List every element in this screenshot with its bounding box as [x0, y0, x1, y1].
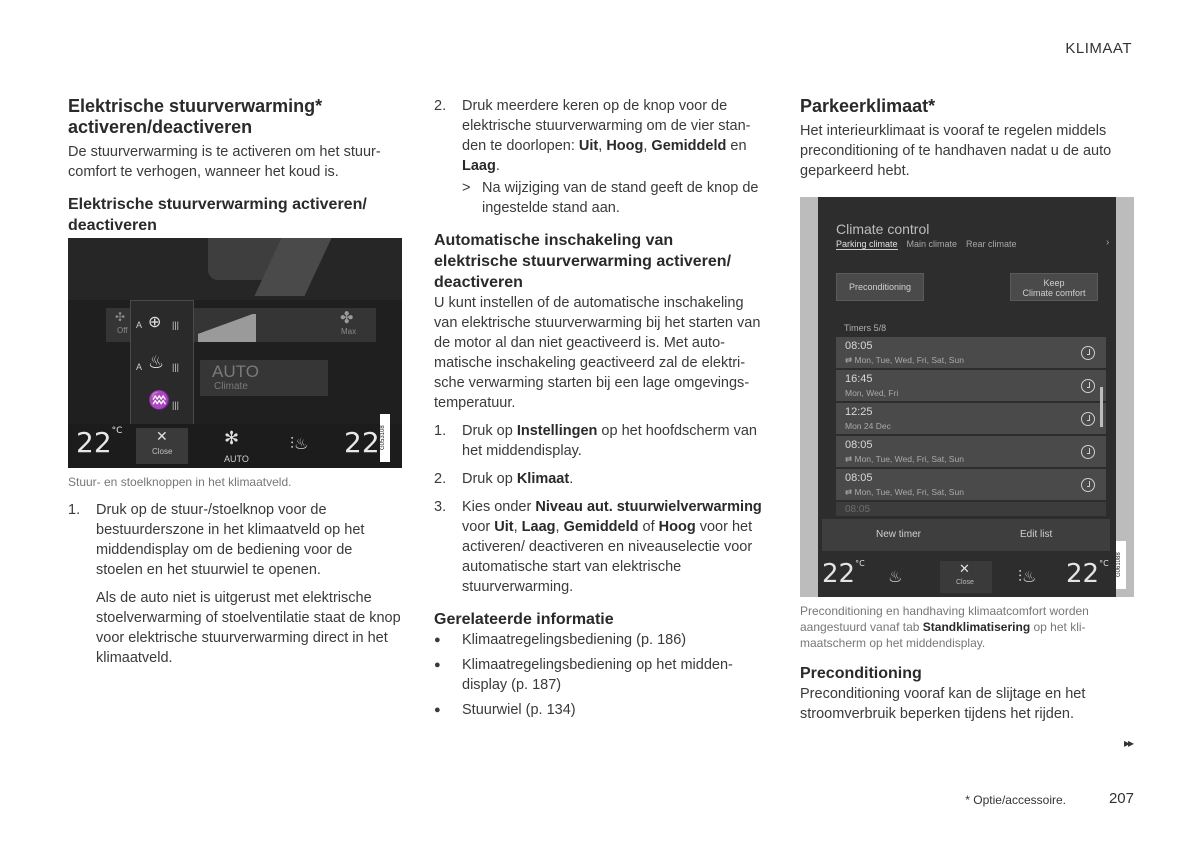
steering-heat-level-icon: ||| [172, 320, 180, 330]
related-link[interactable]: ● Klimaatregelingsbediening (p. 186) [434, 632, 687, 648]
figure-caption: Preconditioning en handhaving klimaatcomfort worden aangestuurd vanaf tab Standklimatisering op het klimaatscherm op het middendisplay. [800, 604, 1089, 650]
timer-row[interactable]: 08:05 ⇄ Mon, Tue, Wed, Fri, Sat, Sun [836, 469, 1106, 500]
tab-parking-climate[interactable]: Parking climate [836, 239, 898, 249]
step-1-note: Als de auto niet is uitgerust met elektrische stoelverwarming of stoelventilatie staat de knop voor elektrische stuurverwarming direct in het klimaatveld. [96, 590, 401, 666]
timer-toggle-button[interactable] [1073, 469, 1103, 500]
timer-clock-icon [1081, 379, 1095, 393]
repeat-icon: ⇄ [845, 487, 855, 497]
timer-row[interactable]: 08:05 ⇄ Mon, Tue, Wed, Fri, Sat, Sun [836, 436, 1106, 467]
timer-clock-icon [1081, 478, 1095, 492]
preconditioning-text: Preconditioning vooraf kan de slijtage en het stroomverbruik beperken tijdens het rijden. [800, 686, 1086, 722]
passenger-temp[interactable]: $22^{^\circ C}$ [1066, 559, 1109, 589]
close-icon: ✕ [156, 428, 168, 444]
fan-off-icon[interactable]: ✣ [115, 310, 126, 324]
scrollbar[interactable] [1100, 387, 1103, 427]
seat-heat-bottom-icon[interactable]: ⫶♨ [290, 436, 309, 453]
fan-max-icon[interactable]: ✤ [340, 310, 354, 327]
repeat-icon: ⇄ [845, 454, 855, 464]
auto-climate-label: AUTO [212, 362, 259, 381]
seat-auto-mode: A [136, 362, 143, 372]
fan-level-bar [198, 314, 256, 342]
passenger-seat-heat-icon[interactable]: ⫶♨ [1018, 569, 1037, 586]
close-label: Close [152, 447, 173, 456]
keep-climate-comfort-button[interactable]: Keep Climate comfort [1010, 273, 1098, 301]
section-intro: De stuurverwarming is te activeren om het stuurcomfort te verhogen, wanneer het koud is. [68, 144, 381, 180]
timer-row[interactable]: 12:25 Mon 24 Dec [836, 403, 1106, 434]
auto-step-1: 1. Druk op Instellingen op het hoofdscherm van het middendisplay. [434, 423, 757, 459]
climate-control-screenshot [800, 197, 1134, 597]
seat-vent-level-icon: ||| [172, 400, 180, 410]
timer-action-bar [822, 519, 1110, 551]
preconditioning-title: Preconditioning [800, 665, 922, 682]
step-1: 1. Druk op de stuur-/stoelknop voor de bestuurderszone in het klimaatveld op het middendisplay om de bediening voor de stoelen en het stuurwiel te openen. [68, 502, 365, 578]
parking-climate-intro: Het interieurklimaat is vooraf te regelen middels preconditioning of te handhaven nadat u de auto geparkeerd hebt. [800, 123, 1112, 179]
figure-caption: Stuur- en stoelknoppen in het klimaatveld. [68, 475, 292, 489]
column-middle [434, 96, 768, 720]
timer-row-partial: 08:05 [836, 502, 1106, 516]
fan-max-label: Max [341, 327, 357, 336]
timer-row[interactable]: 08:05 ⇄ Mon, Tue, Wed, Fri, Sat, Sun [836, 337, 1106, 368]
footnote: * Optie/accessoire. [965, 793, 1066, 807]
timer-toggle-button[interactable] [1073, 436, 1103, 467]
climate-control-title: Climate control [836, 221, 930, 237]
timer-toggle-button[interactable] [1073, 370, 1103, 401]
related-link[interactable]: ● Stuurwiel (p. 134) [434, 702, 576, 718]
auto-climate-sublabel: Climate [214, 381, 248, 392]
tab-main-climate[interactable]: Main climate [906, 239, 958, 249]
driver-temp[interactable]: $22^{^\circ C}$ [822, 559, 865, 589]
auto-intro: U kunt instellen of de automatische inschakeling van elektrische stuurverwarming bij het starten van de motor al dan niet geactiveerd is. Met automatische inschakeling geactiveerd zal de elektrische verwarming starten bij een lage omgevingstemperatuur. [434, 295, 761, 411]
screen-bezel-right [1116, 197, 1134, 597]
timer-clock-icon [1081, 412, 1095, 426]
passenger-temp[interactable]: 22 [344, 426, 380, 459]
seat-ventilation-icon[interactable]: ♒ [148, 390, 171, 410]
tab-rear-climate[interactable]: Rear climate [966, 239, 1017, 249]
close-icon: ✕ [959, 561, 970, 576]
auto-fan-icon[interactable]: ✻ [224, 428, 240, 448]
timer-toggle-button[interactable] [1073, 403, 1103, 434]
step-2: 2. Druk meerdere keren op de knop voor de elektrische stuurverwarming om de vier standen te doorlopen: Uit, Hoog, Gemiddeld en Laag. [434, 98, 751, 174]
page-number: 207 [1108, 790, 1134, 807]
timer-clock-icon [1081, 445, 1095, 459]
step-2-result: > Na wijziging van de stand geeft de knop de ingestelde stand aan. [462, 180, 759, 216]
timer-clock-icon [1081, 346, 1095, 360]
column-left [68, 96, 402, 668]
new-timer-button[interactable]: New timer [876, 529, 922, 540]
climate-tabs [836, 239, 1026, 249]
chevron-right-icon[interactable]: › [1106, 237, 1110, 248]
driver-temp[interactable]: $22^{^\circ C}$ [76, 426, 123, 459]
screen-bezel-left [800, 197, 818, 597]
column-right [800, 96, 1134, 724]
timers-label: Timers 5/8 [844, 323, 887, 333]
auto-bottom-label: AUTO [224, 454, 249, 464]
auto-subsection-title: Automatische inschakeling van elektrische stuurverwarming activeren/ deactiveren [434, 232, 732, 291]
related-title: Gerelateerde informatie [434, 611, 614, 628]
steering-heat-icon[interactable]: ⊕ [148, 314, 162, 331]
timer-row[interactable]: 16:45 Mon, Wed, Fri [836, 370, 1106, 401]
image-code: G061088 [1116, 541, 1126, 589]
edit-list-button[interactable]: Edit list [1020, 529, 1053, 540]
steering-auto-mode: A [136, 320, 143, 330]
preconditioning-button[interactable]: Preconditioning [836, 273, 924, 301]
section-title: Elektrische stuurverwarming* activeren/deactiveren [68, 96, 323, 137]
climate-panel-screenshot [68, 238, 402, 468]
parking-climate-title: Parkeerklimaat* [800, 96, 936, 116]
seat-heat-icon[interactable]: ♨ [148, 352, 165, 372]
image-code: G053108 [380, 414, 390, 462]
auto-step-3: 3. Kies onder Niveau aut. stuurwielverwarming voor Uit, Laag, Gemiddeld of Hoog voor het activeren/ deactiveren en niveauselectie voor automatische start van elektrische stuurverwarming. [434, 499, 762, 595]
timer-toggle-button[interactable] [1073, 337, 1103, 368]
repeat-icon: ⇄ [845, 355, 855, 365]
continue-arrow-icon: ▸▸ [1123, 736, 1132, 750]
running-head: KLIMAAT [1065, 40, 1132, 57]
related-link[interactable]: ● Klimaatregelingsbediening op het middendisplay (p. 187) [434, 657, 733, 693]
auto-step-2: 2. Druk op Klimaat. [434, 471, 574, 487]
seat-heat-icon[interactable]: ♨ [888, 569, 903, 586]
subsection-title: Elektrische stuurverwarming activeren/ deactiveren [68, 196, 367, 234]
close-label: Close [956, 579, 974, 586]
seat-heat-level-icon: ||| [172, 362, 180, 372]
fan-off-label: Off [117, 326, 128, 335]
